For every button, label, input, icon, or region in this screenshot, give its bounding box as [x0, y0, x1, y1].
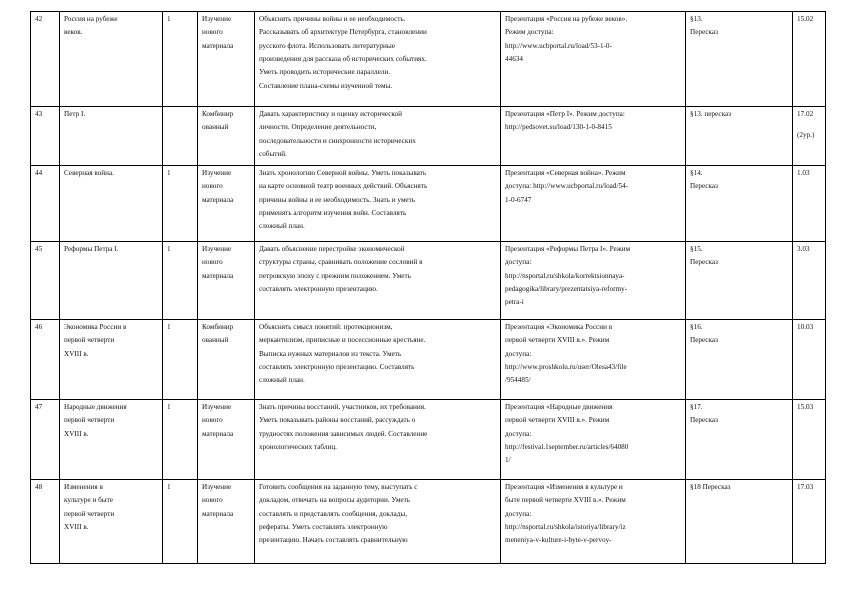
- cell-line: 17.02: [797, 110, 814, 118]
- cell-value: 47: [35, 403, 43, 411]
- cell-line: (2ур.): [797, 131, 815, 140]
- cell-line: http://www.ucbportal.ru/load/53-1-0-: [505, 41, 612, 50]
- cell-line: Давать характеристику и оценку исторической: [259, 110, 402, 118]
- lesson-number-cell: [31, 480, 60, 564]
- homework-cell: [686, 242, 793, 320]
- activities-cell: [255, 480, 501, 564]
- cell-line: нового: [202, 416, 223, 425]
- cell-line: 1-0-6747: [505, 195, 532, 204]
- cell-line: докладом, отвечать на вопросы аудитории. Уметь: [259, 496, 411, 505]
- cell-line: доступа:: [505, 258, 532, 267]
- cell-line: первой четверти XVIII в.». Режим: [505, 336, 610, 345]
- cell-line: Пересказ: [690, 182, 718, 191]
- cell-line: Выписка нужных материалов из текста. Уметь: [259, 349, 402, 358]
- cell-line: первой четверти: [64, 416, 115, 425]
- cell-value: 45: [35, 245, 43, 253]
- cell-line: Северная война.: [64, 169, 114, 177]
- cell-line: XVIII в.: [64, 349, 89, 358]
- hours-cell: [163, 400, 198, 480]
- cell-line: §16.: [690, 323, 703, 331]
- activities-cell: [255, 166, 501, 242]
- cell-line: petra-i: [505, 298, 524, 307]
- cell-line: нового: [202, 182, 223, 191]
- cell-line: составлять электронную презентацию.: [259, 284, 378, 293]
- lesson-type-cell: [198, 320, 255, 400]
- cell-line: 15.02: [797, 15, 814, 23]
- cell-line: материала: [202, 195, 234, 204]
- cell-line: 1/: [505, 456, 511, 465]
- cell-line: русского флота. Использовать литературные: [259, 41, 395, 50]
- date-cell: [793, 107, 826, 166]
- resources-cell: [501, 480, 686, 564]
- cell-line: применять алгоритм изучения войн. Составлять: [259, 208, 407, 217]
- homework-cell: [686, 12, 793, 107]
- cell-line: Объяснять смысл понятий: протекционизм,: [259, 323, 393, 331]
- cell-line: Презентация «Россия на рубеже веков».: [505, 15, 628, 23]
- cell-line: XVIII в.: [64, 429, 89, 438]
- lesson-topic-cell: [60, 166, 163, 242]
- cell-line: XVIII в.: [64, 522, 89, 531]
- cell-line: Режим доступа:: [505, 28, 554, 37]
- cell-line: доступа:: [505, 509, 532, 518]
- hours-cell: [163, 480, 198, 564]
- cell-line: материала: [202, 41, 234, 50]
- hours-cell: [163, 12, 198, 107]
- cell-line: Изучение: [202, 245, 232, 253]
- lesson-type-cell: [198, 12, 255, 107]
- cell-line: меркантилизм, приписные и посессионные крестьяне.: [259, 336, 426, 345]
- cell-line: Изменения в: [64, 483, 103, 491]
- lesson-plan-table: [30, 11, 826, 564]
- cell-value: 46: [35, 323, 43, 331]
- homework-cell: [686, 480, 793, 564]
- cell-line: Презентация «Народные движения: [505, 403, 613, 411]
- cell-line: Объяснять причины войны и ее необходимость.: [259, 15, 406, 23]
- cell-line: Народные движения: [64, 403, 127, 411]
- date-cell: [793, 12, 826, 107]
- cell-line: ованный: [202, 123, 229, 132]
- cell-line: первой четверти XVIII в.». Режим: [505, 416, 610, 425]
- homework-cell: [686, 166, 793, 242]
- lesson-number-cell: [31, 320, 60, 400]
- cell-line: быте первой четверти XVIII в.». Режим: [505, 496, 626, 505]
- lesson-topic-cell: [60, 12, 163, 107]
- cell-value: 42: [35, 15, 43, 23]
- cell-line: http://nsportal.ru/shkola/korrektsionnaya-: [505, 271, 625, 280]
- cell-line: 3.03: [797, 245, 810, 253]
- cell-line: последовательности и синхронности исторических: [259, 136, 416, 145]
- lesson-topic-cell: [60, 480, 163, 564]
- cell-line: §13. пересказ: [690, 110, 731, 118]
- cell-line: презентацию. Начать составлять сравнительную: [259, 536, 408, 545]
- table-row: [31, 12, 826, 107]
- resources-cell: [501, 12, 686, 107]
- cell-line: на карте основной театр военных действий. Объяснять: [259, 182, 428, 191]
- resources-cell: [501, 242, 686, 320]
- hours-cell: [163, 320, 198, 400]
- cell-line: Презентация «Экономика России в: [505, 323, 613, 331]
- cell-line: §17.: [690, 403, 703, 411]
- homework-cell: [686, 320, 793, 400]
- cell-line: Реформы Петра I.: [64, 245, 119, 253]
- hours-cell: [163, 107, 198, 166]
- cell-line: Изучение: [202, 483, 232, 491]
- date-cell: [793, 480, 826, 564]
- lesson-type-cell: [198, 242, 255, 320]
- cell-line: составлять и представлять сообщения, доклады,: [259, 509, 407, 518]
- cell-value: 1: [167, 245, 171, 253]
- cell-line: первой четверти: [64, 509, 115, 518]
- activities-cell: [255, 12, 501, 107]
- cell-line: http://festival.1september.ru/articles/64080: [505, 442, 629, 451]
- lesson-type-cell: [198, 166, 255, 242]
- cell-line: Презентация «Петр I». Режим доступа:: [505, 110, 625, 118]
- cell-line: сложный план.: [259, 376, 305, 385]
- cell-line: Экономика России в: [64, 323, 127, 331]
- cell-line: Изучение: [202, 403, 232, 411]
- cell-line: Презентация «Реформы Петра I». Режим: [505, 245, 631, 253]
- cell-line: культуре и быте: [64, 496, 113, 505]
- homework-cell: [686, 400, 793, 480]
- cell-line: meneniya-v-kulture-i-byte-v-pervoy-: [505, 536, 612, 545]
- cell-line: pedagogika/library/prezentatsiya-reformy-: [505, 284, 628, 293]
- cell-value: 1: [167, 169, 171, 177]
- lesson-type-cell: [198, 480, 255, 564]
- cell-line: Пересказ: [690, 28, 718, 37]
- cell-line: Знать причины восстаний, участников, их требования.: [259, 403, 426, 411]
- cell-line: Уметь показывать районы восстаний, рассуждать о: [259, 416, 416, 425]
- cell-line: доступа:: [505, 429, 532, 438]
- cell-value: 1: [167, 483, 171, 491]
- cell-value: 1: [167, 323, 171, 331]
- cell-line: Презентация «Изменения в культуре и: [505, 483, 623, 491]
- cell-line: 15.03: [797, 403, 814, 411]
- cell-line: http://www.proshkolu.ru/user/Olesa43/file: [505, 362, 627, 371]
- cell-line: материала: [202, 429, 234, 438]
- cell-line: сложный план.: [259, 222, 305, 231]
- lesson-number-cell: [31, 12, 60, 107]
- cell-value: 1: [167, 15, 171, 23]
- table-row: [31, 400, 826, 480]
- cell-line: Петр I.: [64, 110, 86, 118]
- lesson-number-cell: [31, 400, 60, 480]
- lesson-number-cell: [31, 166, 60, 242]
- page: [30, 11, 826, 564]
- cell-line: веков.: [64, 28, 83, 37]
- activities-cell: [255, 242, 501, 320]
- table-row: [31, 107, 826, 166]
- cell-line: ованный: [202, 336, 229, 345]
- cell-line: нового: [202, 258, 223, 267]
- hours-cell: [163, 242, 198, 320]
- cell-line: личности. Определение деятельности,: [259, 123, 377, 132]
- cell-line: причины войны и ее необходимость. Знать и уметь: [259, 195, 416, 204]
- cell-line: http://pedsovet.su/load/130-1-0-8415: [505, 123, 612, 132]
- cell-line: §18 Пересказ: [690, 483, 731, 491]
- date-cell: [793, 320, 826, 400]
- cell-line: Комбинир: [202, 110, 234, 118]
- lesson-number-cell: [31, 242, 60, 320]
- cell-line: трудностях положения зависимых людей. Составление: [259, 429, 428, 438]
- cell-value: 1: [167, 403, 171, 411]
- activities-cell: [255, 400, 501, 480]
- cell-line: составлять электронную презентацию. Составлять: [259, 362, 415, 371]
- cell-line: Изучение: [202, 15, 232, 23]
- cell-line: Давать объяснение перестройке экономической: [259, 245, 405, 253]
- cell-line: Знать хронологию Северной войны. Уметь показывать: [259, 169, 427, 177]
- cell-line: 44634: [505, 54, 523, 63]
- cell-line: Россия на рубеже: [64, 15, 118, 23]
- lesson-number-cell: [31, 107, 60, 166]
- cell-value: 43: [35, 110, 43, 118]
- lesson-topic-cell: [60, 107, 163, 166]
- cell-line: Комбинир: [202, 323, 234, 331]
- cell-line: Рассказывать об архитектуре Петербурга, становлении: [259, 28, 427, 37]
- cell-line: Готовить сообщения на заданную тему, выступать с: [259, 483, 418, 491]
- activities-cell: [255, 107, 501, 166]
- table-row: [31, 480, 826, 564]
- lesson-type-cell: [198, 107, 255, 166]
- cell-line: 17.03: [797, 483, 814, 491]
- date-cell: [793, 400, 826, 480]
- resources-cell: [501, 107, 686, 166]
- date-cell: [793, 166, 826, 242]
- cell-line: нового: [202, 496, 223, 505]
- hours-cell: [163, 166, 198, 242]
- homework-cell: [686, 107, 793, 166]
- table-row: [31, 242, 826, 320]
- cell-line: /954485/: [505, 376, 531, 385]
- cell-line: событий.: [259, 149, 287, 158]
- cell-line: доступа: http://www.ucbportal.ru/load/54-: [505, 182, 629, 191]
- table-row: [31, 166, 826, 242]
- table-row: [31, 320, 826, 400]
- cell-line: 10.03: [797, 323, 814, 331]
- cell-line: http://nsportal.ru/shkola/istoriya/library/iz: [505, 522, 626, 531]
- cell-line: структуры страны, сравнивать положение сословий в: [259, 258, 423, 267]
- cell-line: §14.: [690, 169, 703, 177]
- cell-line: рефераты. Уметь составлять электронную: [259, 522, 388, 531]
- date-cell: [793, 242, 826, 320]
- cell-line: §13.: [690, 15, 703, 23]
- lesson-topic-cell: [60, 400, 163, 480]
- cell-line: Уметь проводить исторические параллели.: [259, 68, 390, 77]
- activities-cell: [255, 320, 501, 400]
- cell-line: доступа:: [505, 349, 532, 358]
- resources-cell: [501, 166, 686, 242]
- cell-line: материала: [202, 271, 234, 280]
- resources-cell: [501, 400, 686, 480]
- lesson-topic-cell: [60, 242, 163, 320]
- cell-line: Презентация «Северная война». Режим: [505, 169, 626, 177]
- cell-line: первой четверти: [64, 336, 115, 345]
- cell-value: 44: [35, 169, 43, 177]
- cell-line: произведения для рассказа об исторических событиях.: [259, 54, 427, 63]
- lesson-type-cell: [198, 400, 255, 480]
- cell-line: Пересказ: [690, 258, 718, 267]
- cell-line: хронологических таблиц.: [259, 442, 337, 451]
- cell-line: Изучение: [202, 169, 232, 177]
- cell-line: нового: [202, 28, 223, 37]
- cell-line: Пересказ: [690, 336, 718, 345]
- cell-line: 1.03: [797, 169, 810, 177]
- table-body: [31, 12, 826, 564]
- cell-line: материала: [202, 509, 234, 518]
- lesson-topic-cell: [60, 320, 163, 400]
- cell-value: 48: [35, 483, 43, 491]
- cell-line: Пересказ: [690, 416, 718, 425]
- cell-line: §15.: [690, 245, 703, 253]
- cell-line: петровскую эпоху с прежним положением. Уметь: [259, 271, 411, 280]
- resources-cell: [501, 320, 686, 400]
- cell-line: Составление плана-схемы изученной темы.: [259, 81, 393, 90]
